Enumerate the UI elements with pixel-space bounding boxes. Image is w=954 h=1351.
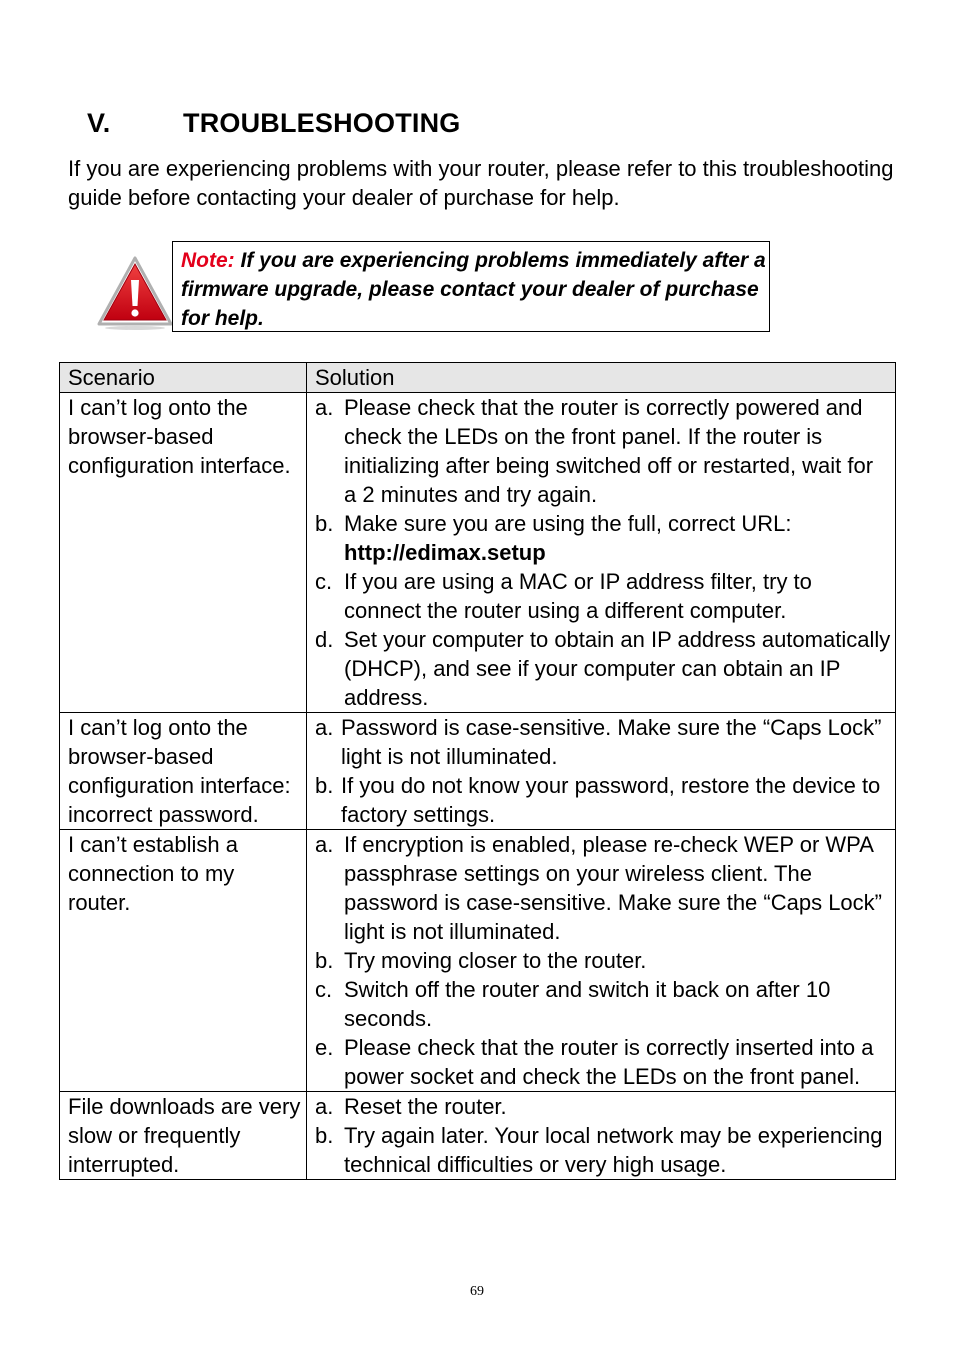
item-marker: a. — [315, 715, 334, 740]
note-text: If you are experiencing problems immediately after a firmware upgrade, please contact your dealer of purchase for help. — [181, 249, 766, 330]
item-marker: c. — [315, 569, 333, 594]
section-heading — [87, 108, 461, 139]
item-text: Password is case-sensitive. Make sure the “Caps Lock” light is not illuminated. — [341, 715, 882, 769]
solution-item — [315, 713, 891, 771]
solution-item — [315, 771, 891, 829]
setup-url: http://edimax.setup — [344, 540, 546, 565]
solution-item — [315, 830, 891, 946]
table-row — [60, 1092, 896, 1180]
item-marker: a. — [315, 1094, 334, 1119]
solution-list — [315, 1092, 891, 1179]
troubleshooting-table — [59, 362, 896, 1180]
item-marker: b. — [315, 773, 334, 798]
intro-paragraph: If you are experiencing problems with your router, please refer to this troubleshooting guide before contacting your dealer of purchase for help. — [68, 156, 894, 210]
header-scenario: Scenario — [60, 363, 307, 393]
item-text: Switch off the router and switch it back on after 10 seconds. — [344, 977, 831, 1031]
item-marker: e. — [315, 1035, 334, 1060]
solution-list — [315, 830, 891, 1091]
item-text: Try moving closer to the router. — [344, 948, 647, 973]
item-text: Please check that the router is correctly powered and check the LEDs on the front panel. If the router is initializing after being switched off or restarted, wait for a 2 minutes and try again. — [344, 395, 874, 507]
section-title: TROUBLESHOOTING — [183, 108, 461, 138]
scenario-cell: I can’t establish a connection to my router. — [60, 830, 307, 1092]
scenario-cell: I can’t log onto the browser-based configuration interface. — [60, 393, 307, 713]
solution-item — [315, 1092, 891, 1121]
solution-item — [315, 567, 891, 625]
solution-item — [315, 946, 891, 975]
item-text: Reset the router. — [344, 1094, 507, 1119]
note-label: Note: — [181, 249, 235, 272]
item-text: If you are using a MAC or IP address filter, try to connect the router using a different computer. — [344, 569, 812, 623]
solution-list — [315, 713, 891, 829]
item-text: Please check that the router is correctly inserted into a power socket and check the LEDs on the front panel. — [344, 1035, 874, 1089]
table-row — [60, 393, 896, 713]
item-text: If encryption is enabled, please re-check WEP or WPA passphrase settings on your wireless client. The password is case-sensitive. Make sure the “Caps Lock” light is not illuminated. — [344, 832, 882, 944]
header-solution: Solution — [307, 363, 896, 393]
table-header-row — [60, 363, 896, 393]
item-text: Make sure you are using the full, correct URL: — [344, 511, 792, 536]
solution-item — [315, 1033, 891, 1091]
item-marker: b. — [315, 948, 334, 973]
solution-cell — [307, 1092, 896, 1180]
solution-cell — [307, 393, 896, 713]
item-marker: c. — [315, 977, 333, 1002]
item-text: Set your computer to obtain an IP address automatically (DHCP), and see if your computer can obtain an IP address. — [344, 627, 891, 710]
page-number: 69 — [470, 1284, 484, 1299]
solution-item — [315, 393, 891, 509]
section-number: V. — [87, 108, 111, 138]
solution-item — [315, 509, 891, 567]
scenario-cell: File downloads are very slow or frequently interrupted. — [60, 1092, 307, 1180]
solution-cell — [307, 830, 896, 1092]
solution-item — [315, 1121, 891, 1179]
solution-cell — [307, 713, 896, 830]
solution-item — [315, 625, 891, 712]
item-marker: d. — [315, 627, 334, 652]
note-box — [172, 241, 770, 332]
scenario-cell: I can’t log onto the browser-based configuration interface: incorrect password. — [60, 713, 307, 830]
item-text: Try again later. Your local network may be experiencing technical difficulties or very high usage. — [344, 1123, 883, 1177]
item-marker: a. — [315, 395, 334, 420]
item-marker: a. — [315, 832, 334, 857]
table-row — [60, 713, 896, 830]
table-row — [60, 830, 896, 1092]
solution-item — [315, 975, 891, 1033]
item-marker: b. — [315, 1123, 334, 1148]
solution-list — [315, 393, 891, 712]
item-marker: b. — [315, 511, 334, 536]
item-text: If you do not know your password, restore the device to factory settings. — [341, 773, 881, 827]
warning-triangle-icon — [96, 254, 174, 332]
